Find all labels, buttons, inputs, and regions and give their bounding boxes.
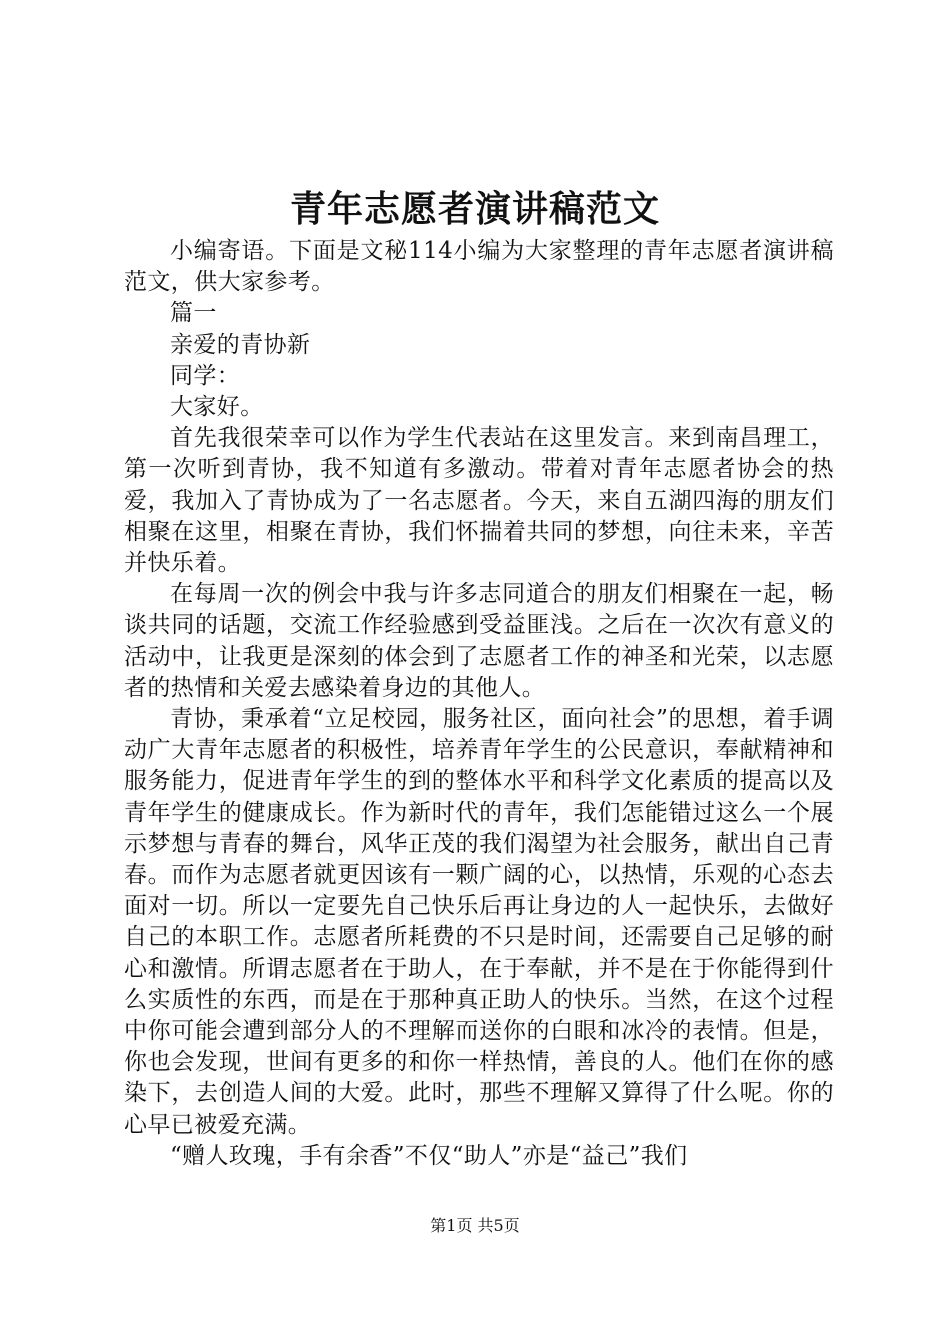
salutation-line: 亲爱的青协新 <box>170 331 311 358</box>
greeting-line: 大家好。 <box>170 394 264 421</box>
page-number-footer: 第1页 共5页 <box>430 1216 520 1235</box>
section-heading: 篇一 <box>170 300 217 327</box>
body-paragraph: 首先我很荣幸可以作为学生代表站在这里发言。来到南昌理工，第一次听到青协，我不知道有多激动。带着对青年志愿者协会的热爱，我加入了青协成为了一名志愿者。今天，来自五湖四海的朋友们相聚在这里，相聚在青协，我们怀揣着共同的梦想，向往未来，辛苦并快乐着。 <box>124 425 834 577</box>
intro-paragraph: 小编寄语。下面是文秘114小编为大家整理的青年志愿者演讲稿范文，供大家参考。 <box>124 238 834 296</box>
body-paragraph: “赠人玫瑰，手有余香”不仅“助人”亦是“益己”我们 <box>170 1142 688 1169</box>
salutation-line: 同学： <box>170 362 241 389</box>
body-paragraph: 青协，秉承着“立足校园，服务社区，面向社会”的思想，着手调动广大青年志愿者的积极性，培养青年学生的公民意识，奉献精神和服务能力，促进青年学生的到的整体水平和科学文化素质的提高以及青年学生的健康成长。作为新时代的青年，我们怎能错过这么一个展示梦想与青春的舞台，风华正茂的我们渴望为社会服务，献出自己青春。而作为志愿者就更因该有一颗广阔的心，以热情，乐观的心态去面对一切。所以一定要先自己快乐后再让身边的人一起快乐，去做好自己的本职工作。志愿者所耗费的不只是时间，还需要自己足够的耐心和激情。所谓志愿者在于助人，在于奉献，并不是在于你能得到什么实质性的东西，而是在于那种真正助人的快乐。当然，在这个过程中你可能会遭到部分人的不理解而送你的白眼和冰冷的表情。但是，你也会发现，世间有更多的和你一样热情，善良的人。他们在你的感染下，去创造人间的大爱。此时，那些不理解又算得了什么呢。你的心早已被爱充满。 <box>124 706 834 1138</box>
document-body <box>124 236 834 1172</box>
page-title: 青年志愿者演讲稿范文 <box>289 188 660 230</box>
body-paragraph: 在每周一次的例会中我与许多志同道合的朋友们相聚在一起，畅谈共同的话题，交流工作经验感到受益匪浅。之后在一次次有意义的活动中，让我更是深刻的体会到了志愿者工作的神圣和光荣，以志愿者的热情和关爱去感染着身边的其他人。 <box>124 581 834 701</box>
